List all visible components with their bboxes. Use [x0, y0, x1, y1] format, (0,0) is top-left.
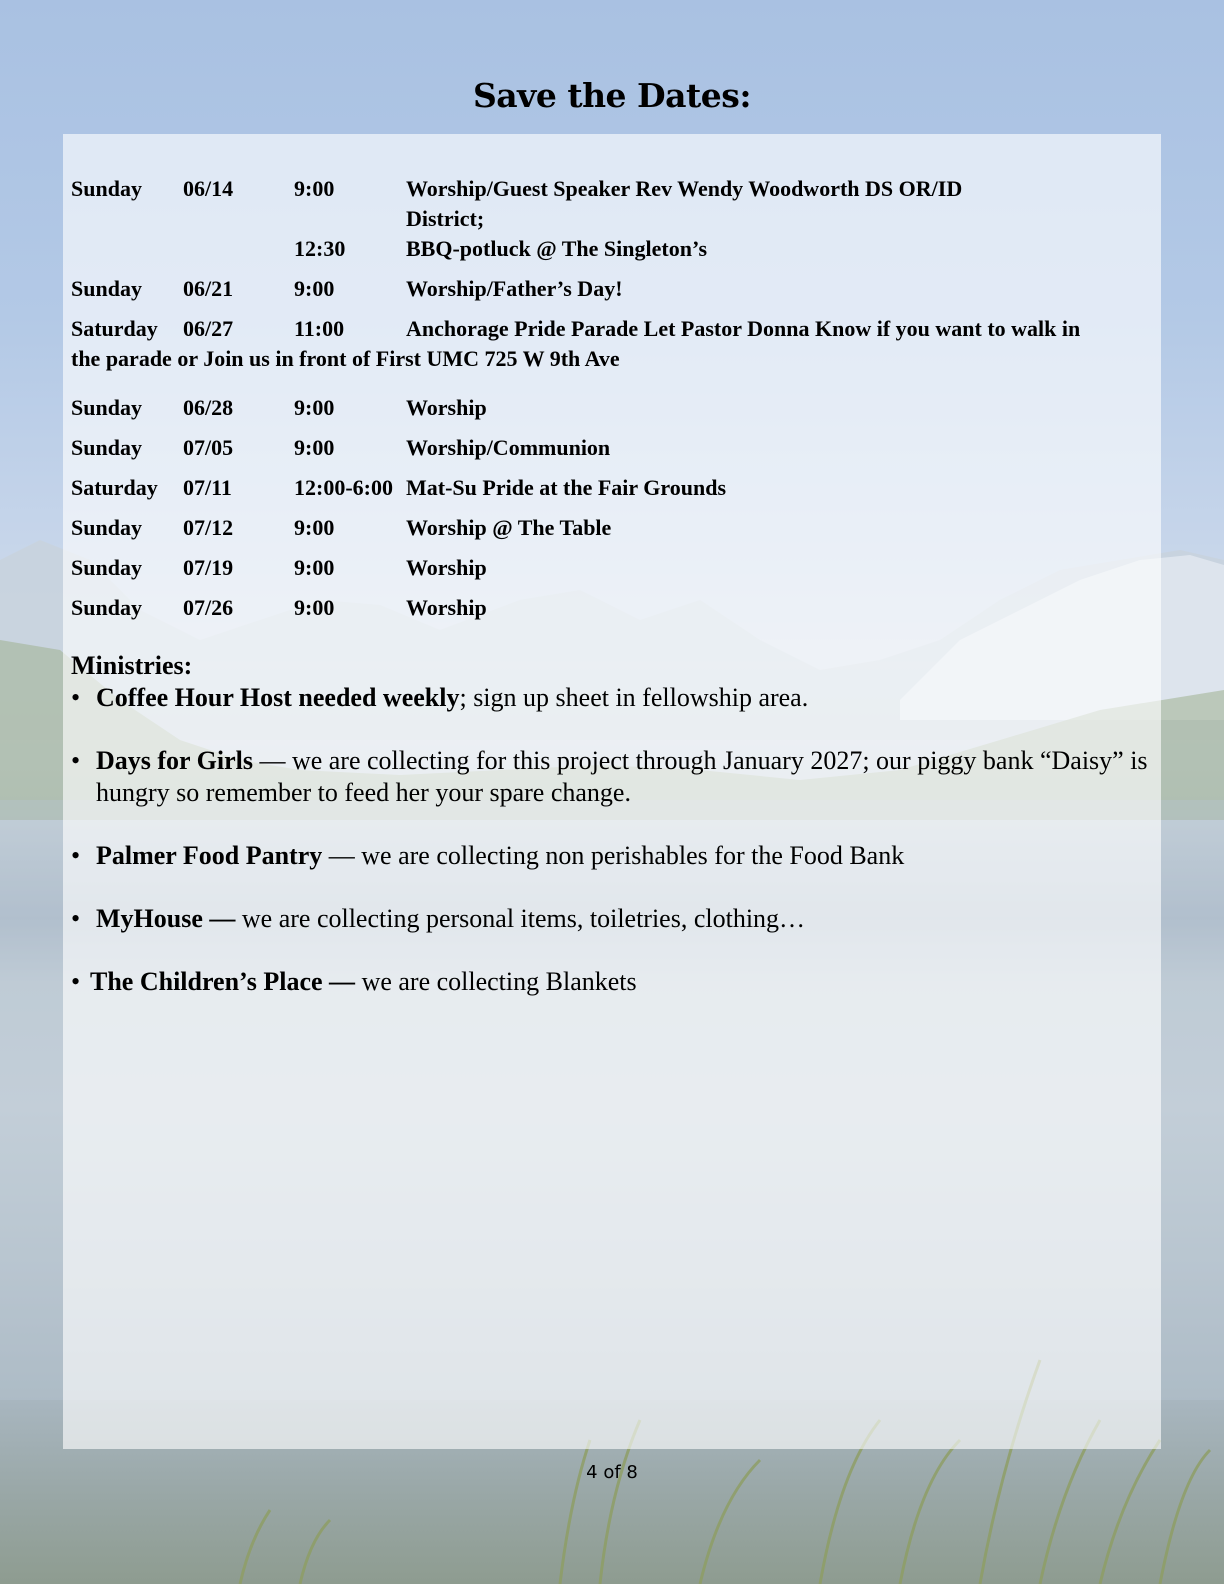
ministry-text: ; sign up sheet in fellowship area.: [459, 683, 809, 712]
schedule-description: Anchorage Pride Parade Let Pastor Donna Know if you want to walk in: [406, 316, 1081, 341]
ministry-text: — we are collecting for this project through January 2027; our piggy bank “Daisy” is hungry so remember to feed her your spare change.: [96, 746, 1148, 807]
schedule-date: 07/12: [183, 515, 234, 540]
bullet-icon: •: [71, 683, 81, 712]
schedule-day: Sunday: [71, 276, 142, 301]
schedule-time: 9:00: [294, 595, 335, 620]
ministries-section: [71, 650, 1151, 1029]
schedule-date: 06/14: [183, 176, 234, 201]
schedule-row: [71, 174, 1161, 234]
schedule-day: Saturday: [71, 475, 158, 500]
schedule-day: Sunday: [71, 395, 142, 420]
schedule-row: [71, 513, 1161, 543]
bullet-icon: •: [71, 967, 81, 996]
schedule-description: Mat-Su Pride at the Fair Grounds: [406, 475, 727, 500]
schedule-time: 12:30: [294, 236, 346, 261]
schedule-row: [71, 234, 1161, 264]
schedule-time: 11:00: [294, 316, 345, 341]
schedule-description: Worship: [406, 555, 487, 580]
schedule-time: 9:00: [294, 176, 335, 201]
schedule-day: Sunday: [71, 595, 142, 620]
schedule-day: Sunday: [71, 176, 142, 201]
schedule-row: [71, 473, 1161, 503]
ministry-name: Palmer Food Pantry: [96, 841, 323, 870]
ministry-text: we are collecting personal items, toiletries, clothing…: [235, 904, 806, 933]
schedule-time: 12:00-6:00: [294, 475, 393, 500]
schedule-row: [71, 593, 1161, 623]
schedule-day: Saturday: [71, 316, 158, 341]
schedule-description-continued: the parade or Join us in front of First UMC 725 W 9th Ave: [71, 346, 620, 371]
schedule-date: 06/28: [183, 395, 234, 420]
ministry-text: — we are collecting non perishables for the Food Bank: [322, 841, 905, 870]
schedule-day: Sunday: [71, 555, 142, 580]
ministry-name: The Children’s Place —: [90, 967, 356, 996]
schedule-day: Sunday: [71, 515, 142, 540]
bullet-icon: •: [71, 746, 81, 775]
schedule-description: Worship: [406, 395, 487, 420]
page-number: 4 of 8: [586, 1462, 638, 1483]
schedule-date: 06/21: [183, 276, 234, 301]
bullet-icon: •: [71, 904, 81, 933]
list-item: [71, 745, 1151, 809]
bullet-icon: •: [71, 841, 81, 870]
schedule-time: 9:00: [294, 395, 335, 420]
schedule-row: [71, 433, 1161, 463]
schedule-description: Worship @ The Table: [406, 515, 612, 540]
schedule-date: [183, 234, 294, 264]
schedule-description: BBQ-potluck @ The Singleton’s: [406, 236, 708, 261]
schedule-date: 07/26: [183, 595, 234, 620]
schedule-description: Worship/Guest Speaker Rev Wendy Woodworth DS OR/ID District;: [406, 176, 963, 231]
schedule-date: 07/19: [183, 555, 234, 580]
ministries-list: [71, 682, 1151, 998]
schedule-time: 9:00: [294, 515, 335, 540]
schedule-day: Sunday: [71, 435, 142, 460]
schedule-date: 07/05: [183, 435, 234, 460]
schedule-row: [71, 274, 1161, 304]
list-item: [71, 840, 1151, 872]
ministry-name: Days for Girls: [96, 746, 253, 775]
schedule-time: 9:00: [294, 276, 335, 301]
schedule-description: Worship/Father’s Day!: [406, 276, 623, 301]
schedule-time: 9:00: [294, 555, 335, 580]
list-item: [71, 903, 1151, 935]
ministries-heading: Ministries:: [71, 651, 193, 680]
schedule-row: [71, 553, 1161, 583]
save-the-dates-schedule: [71, 174, 1161, 633]
list-item: [71, 966, 1151, 998]
schedule-description: Worship/Communion: [406, 435, 611, 460]
ministry-name: Coffee Hour Host needed weekly: [96, 683, 460, 712]
schedule-time: 9:00: [294, 435, 335, 460]
ministry-text: we are collecting Blankets: [355, 967, 637, 996]
ministry-name: MyHouse —: [96, 904, 236, 933]
schedule-day: [71, 234, 183, 264]
schedule-date: 07/11: [183, 475, 232, 500]
schedule-description: Worship: [406, 595, 487, 620]
list-item: [71, 682, 1151, 714]
schedule-row: [71, 314, 1161, 374]
page-title: Save the Dates:: [472, 76, 752, 115]
schedule-date: 06/27: [183, 316, 234, 341]
schedule-row: [71, 393, 1161, 423]
